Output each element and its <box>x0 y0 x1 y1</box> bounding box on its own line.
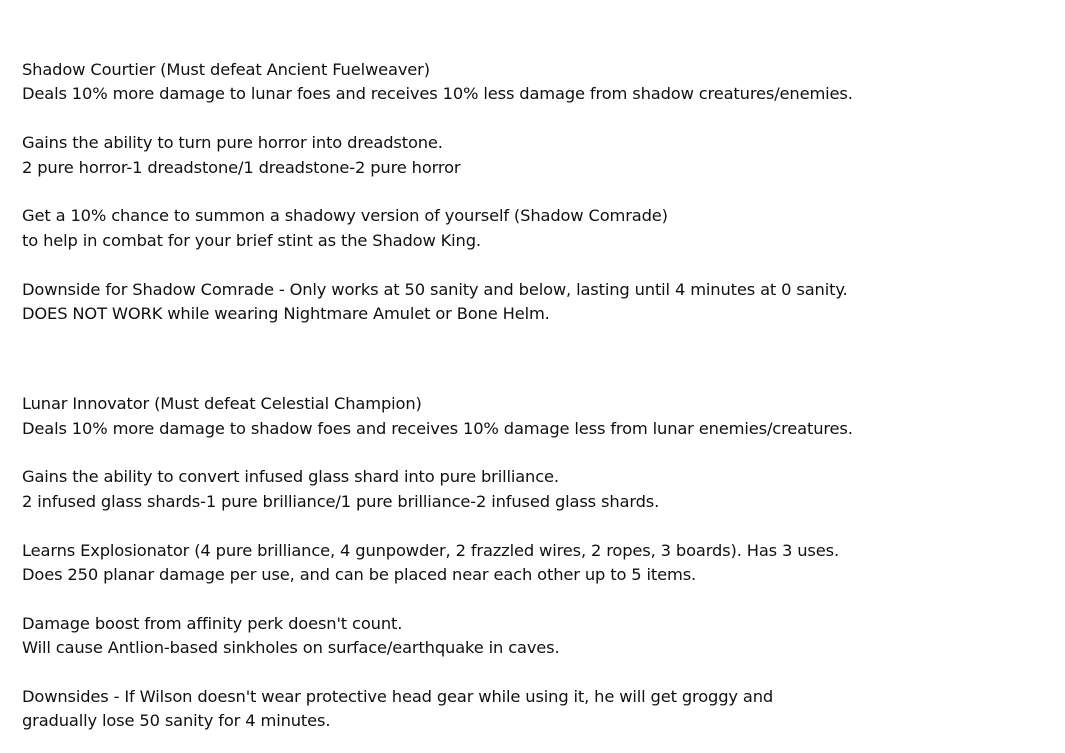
text-line: to help in combat for your brief stint as the Shadow King. <box>22 230 481 250</box>
document-body <box>22 58 1052 734</box>
text-line: gradually lose 50 sanity for 4 minutes. <box>22 711 331 731</box>
text-line: Gains the ability to convert infused glass shard into pure brilliance. <box>22 467 559 487</box>
text-line: Downsides - If Wilson doesn't wear protective head gear while using it, he will get groggy and <box>22 686 774 706</box>
text-line: 2 infused glass shards-1 pure brilliance/1 pure brilliance-2 infused glass shards. <box>22 491 660 511</box>
section-shadow-courtier <box>22 58 1052 326</box>
text-line: Gains the ability to turn pure horror into dreadstone. <box>22 133 443 153</box>
text-line: Deals 10% more damage to lunar foes and receives 10% less damage from shadow creatures/enemies. <box>22 84 853 104</box>
section-lunar-innovator <box>22 392 1052 733</box>
text-line: Downside for Shadow Comrade - Only works at 50 sanity and below, lasting until 4 minutes at 0 sanity. <box>22 279 848 299</box>
text-line: Learns Explosionator (4 pure brilliance, 4 gunpowder, 2 frazzled wires, 2 ropes, 3 boards). Has 3 uses. <box>22 540 839 560</box>
text-line: Will cause Antlion-based sinkholes on surface/earthquake in caves. <box>22 638 560 658</box>
section-title: Lunar Innovator (Must defeat Celestial Champion) <box>22 394 422 414</box>
text-line: Damage boost from affinity perk doesn't count. <box>22 613 403 633</box>
text-line: Get a 10% chance to summon a shadowy version of yourself (Shadow Comrade) <box>22 206 668 226</box>
section-title: Shadow Courtier (Must defeat Ancient Fuelweaver) <box>22 60 430 79</box>
text-line: DOES NOT WORK while wearing Nightmare Amulet or Bone Helm. <box>22 303 550 323</box>
text-line: Does 250 planar damage per use, and can be placed near each other up to 5 items. <box>22 565 697 585</box>
text-line: 2 pure horror-1 dreadstone/1 dreadstone-2 pure horror <box>22 157 461 177</box>
text-line: Deals 10% more damage to shadow foes and receives 10% damage less from lunar enemies/creatures. <box>22 418 853 438</box>
